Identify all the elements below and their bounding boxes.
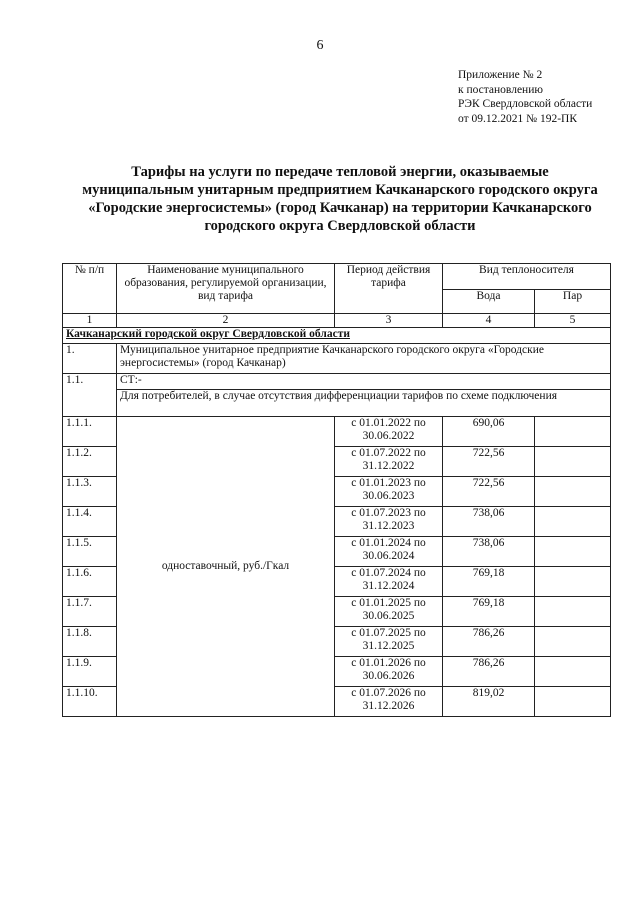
title-line: городского округа Свердловской области [204,218,476,234]
row-num: 1.1.3. [63,477,117,507]
row-water: 769,18 [443,597,535,627]
row-period: с 01.01.2023 по 30.06.2023 [335,477,443,507]
page-number: 6 [316,38,324,53]
header-water: Вода [443,290,535,314]
row-water: 722,56 [443,447,535,477]
row-water: 786,26 [443,657,535,687]
header-num: № п/п [63,264,117,314]
row-period: с 01.07.2025 по 31.12.2025 [335,627,443,657]
appendix-line: РЭК Свердловской области [458,98,593,110]
row-water: 738,06 [443,507,535,537]
row-period: с 01.01.2022 по 30.06.2022 [335,417,443,447]
appendix-line: Приложение № 2 [458,69,543,81]
row-num: 1.1.8. [63,627,117,657]
appendix-block [458,68,592,126]
column-number: 4 [443,314,535,328]
header-name: Наименование муниципального образования, регулируемой организации, вид тарифа [117,264,335,314]
column-number: 5 [535,314,611,328]
title-line: Тарифы на услуги по передаче тепловой энергии, оказываемые [131,164,549,180]
header-steam: Пар [535,290,611,314]
row-steam [535,687,611,717]
row-steam [535,537,611,567]
document-title [60,163,620,235]
row-steam [535,447,611,477]
row-steam [535,627,611,657]
row-water: 690,06 [443,417,535,447]
column-number: 3 [335,314,443,328]
row-steam [535,657,611,687]
row-period: с 01.07.2023 по 31.12.2023 [335,507,443,537]
row-steam [535,567,611,597]
row-num: 1.1.9. [63,657,117,687]
region-row: Качканарский городской округ Свердловской области [63,328,611,344]
st-num: 1.1. [63,374,117,417]
row-period: с 01.07.2024 по 31.12.2024 [335,567,443,597]
row-num: 1.1.6. [63,567,117,597]
row-water: 738,06 [443,537,535,567]
row-num: 1.1.7. [63,597,117,627]
row-period: с 01.07.2026 по 31.12.2026 [335,687,443,717]
header-period: Период действия тарифа [335,264,443,314]
row-num: 1.1.1. [63,417,117,447]
row-water: 769,18 [443,567,535,597]
st-label: СТ:- [117,374,611,390]
title-line: муниципальным унитарным предприятием Качканарского городского округа [82,182,598,198]
org-num: 1. [63,344,117,374]
appendix-line: от 09.12.2021 № 192-ПК [458,112,578,125]
appendix-line: к постановлению [458,83,543,96]
header-carrier: Вид теплоносителя [443,264,611,290]
row-steam [535,597,611,627]
title-line: «Городские энергосистемы» (город Качканар) на территории Качканарского [88,200,592,216]
table-row [63,417,611,447]
row-period: с 01.01.2026 по 30.06.2026 [335,657,443,687]
org-name: Муниципальное унитарное предприятие Качканарского городского округа «Городские энергосистемы» (город Качканар) [117,344,611,374]
tariff-type: одноставочный, руб./Гкал [117,417,335,717]
row-period: с 01.01.2024 по 30.06.2024 [335,537,443,567]
row-period: с 01.07.2022 по 31.12.2022 [335,447,443,477]
row-water: 722,56 [443,477,535,507]
row-num: 1.1.4. [63,507,117,537]
row-num: 1.1.5. [63,537,117,567]
column-number: 1 [63,314,117,328]
row-num: 1.1.10. [63,687,117,717]
row-water: 786,26 [443,627,535,657]
consumers-note: Для потребителей, в случае отсутствия дифференциации тарифов по схеме подключения [117,390,611,417]
row-steam [535,507,611,537]
column-number: 2 [117,314,335,328]
row-period: с 01.01.2025 по 30.06.2025 [335,597,443,627]
row-num: 1.1.2. [63,447,117,477]
row-steam [535,477,611,507]
row-steam [535,417,611,447]
row-water: 819,02 [443,687,535,717]
tariff-table [62,263,611,717]
